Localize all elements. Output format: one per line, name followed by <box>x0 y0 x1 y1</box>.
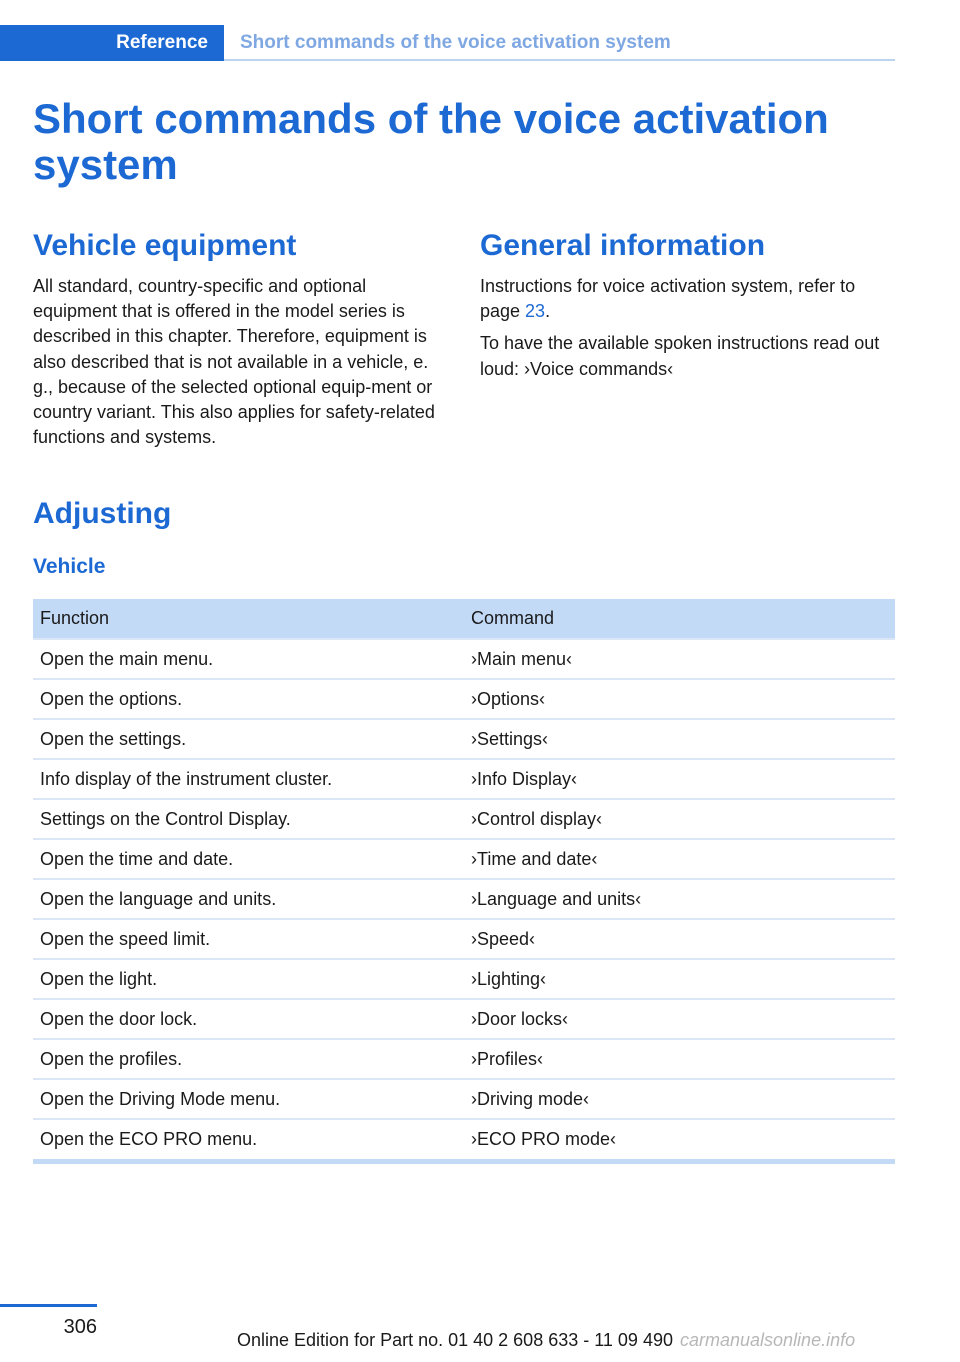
command-cell: ›Time and date‹ <box>464 839 895 879</box>
table-row <box>33 759 895 799</box>
function-cell: Settings on the Control Display. <box>33 799 464 839</box>
function-cell: Open the options. <box>33 679 464 719</box>
voice-instructions-prefix: Instructions for voice activation system, refer to page <box>480 276 856 322</box>
command-cell: ›Speed‹ <box>464 919 895 959</box>
function-cell: Open the door lock. <box>33 999 464 1039</box>
function-cell: Open the ECO PRO menu. <box>33 1119 464 1159</box>
adjusting-heading: Adjusting <box>33 497 172 530</box>
header-divider <box>224 59 895 61</box>
table-header-row <box>33 599 895 639</box>
table-row <box>33 1039 895 1079</box>
page-title: Short commands of the voice activation system <box>33 95 829 188</box>
function-cell: Open the language and units. <box>33 879 464 919</box>
table-bottom-rule <box>33 1159 895 1164</box>
command-cell: ›Settings‹ <box>464 719 895 759</box>
commands-table <box>33 599 895 1159</box>
function-cell: Open the time and date. <box>33 839 464 879</box>
voice-instructions-suffix: . <box>545 301 551 322</box>
voice-commands-text: To have the available spoken instructions read out loud: ›Voice commands‹ <box>480 333 880 379</box>
function-cell: Info display of the instrument cluster. <box>33 759 464 799</box>
function-cell: Open the Driving Mode menu. <box>33 1079 464 1119</box>
command-cell: ›Door locks‹ <box>464 999 895 1039</box>
table-row <box>33 839 895 879</box>
function-cell: Open the settings. <box>33 719 464 759</box>
table-row <box>33 879 895 919</box>
vehicle-equipment-text: All standard, country-specific and optional equipment that is offered in the model series is described in this chapter. Therefore, equipment is also described that is not available in a vehicle, e. g., because of the selected optional equip-ment or country variant. This also applies for safety-related functions and systems. <box>33 276 435 448</box>
function-cell: Open the speed limit. <box>33 919 464 959</box>
table-row <box>33 999 895 1039</box>
table-row <box>33 1079 895 1119</box>
table-row <box>33 719 895 759</box>
command-cell: ›Options‹ <box>464 679 895 719</box>
general-information-section <box>480 228 898 389</box>
function-column-header: Function <box>33 599 464 639</box>
command-cell: ›Info Display‹ <box>464 759 895 799</box>
function-cell: Open the light. <box>33 959 464 999</box>
function-cell: Open the profiles. <box>33 1039 464 1079</box>
command-cell: ›Driving mode‹ <box>464 1079 895 1119</box>
table-row <box>33 1119 895 1159</box>
command-cell: ›Profiles‹ <box>464 1039 895 1079</box>
section-tab[interactable]: Reference <box>0 25 224 61</box>
table-row <box>33 639 895 679</box>
vehicle-equipment-heading: Vehicle equipment <box>33 229 297 262</box>
table-row <box>33 959 895 999</box>
page-number: 306 <box>63 1316 97 1338</box>
vehicle-equipment-section <box>33 228 451 457</box>
general-information-heading: General information <box>480 229 766 262</box>
command-cell: ›Lighting‹ <box>464 959 895 999</box>
vehicle-subheading: Vehicle <box>33 555 106 578</box>
edition-text: Online Edition for Part no. 01 40 2 608 633 - 11 09 490 <box>237 1330 673 1350</box>
command-cell: ›Control display‹ <box>464 799 895 839</box>
function-cell: Open the main menu. <box>33 639 464 679</box>
footer-rule <box>0 1304 97 1307</box>
table-row <box>33 919 895 959</box>
table-row <box>33 679 895 719</box>
command-cell: ›Language and units‹ <box>464 879 895 919</box>
page-reference-link[interactable]: 23 <box>525 301 546 322</box>
watermark: carmanualsonline.info <box>680 1330 856 1350</box>
command-column-header: Command <box>464 599 895 639</box>
command-cell: ›ECO PRO mode‹ <box>464 1119 895 1159</box>
table-row <box>33 799 895 839</box>
command-cell: ›Main menu‹ <box>464 639 895 679</box>
breadcrumb-title[interactable]: Short commands of the voice activation system <box>240 32 671 53</box>
voice-instructions-text <box>480 274 898 324</box>
